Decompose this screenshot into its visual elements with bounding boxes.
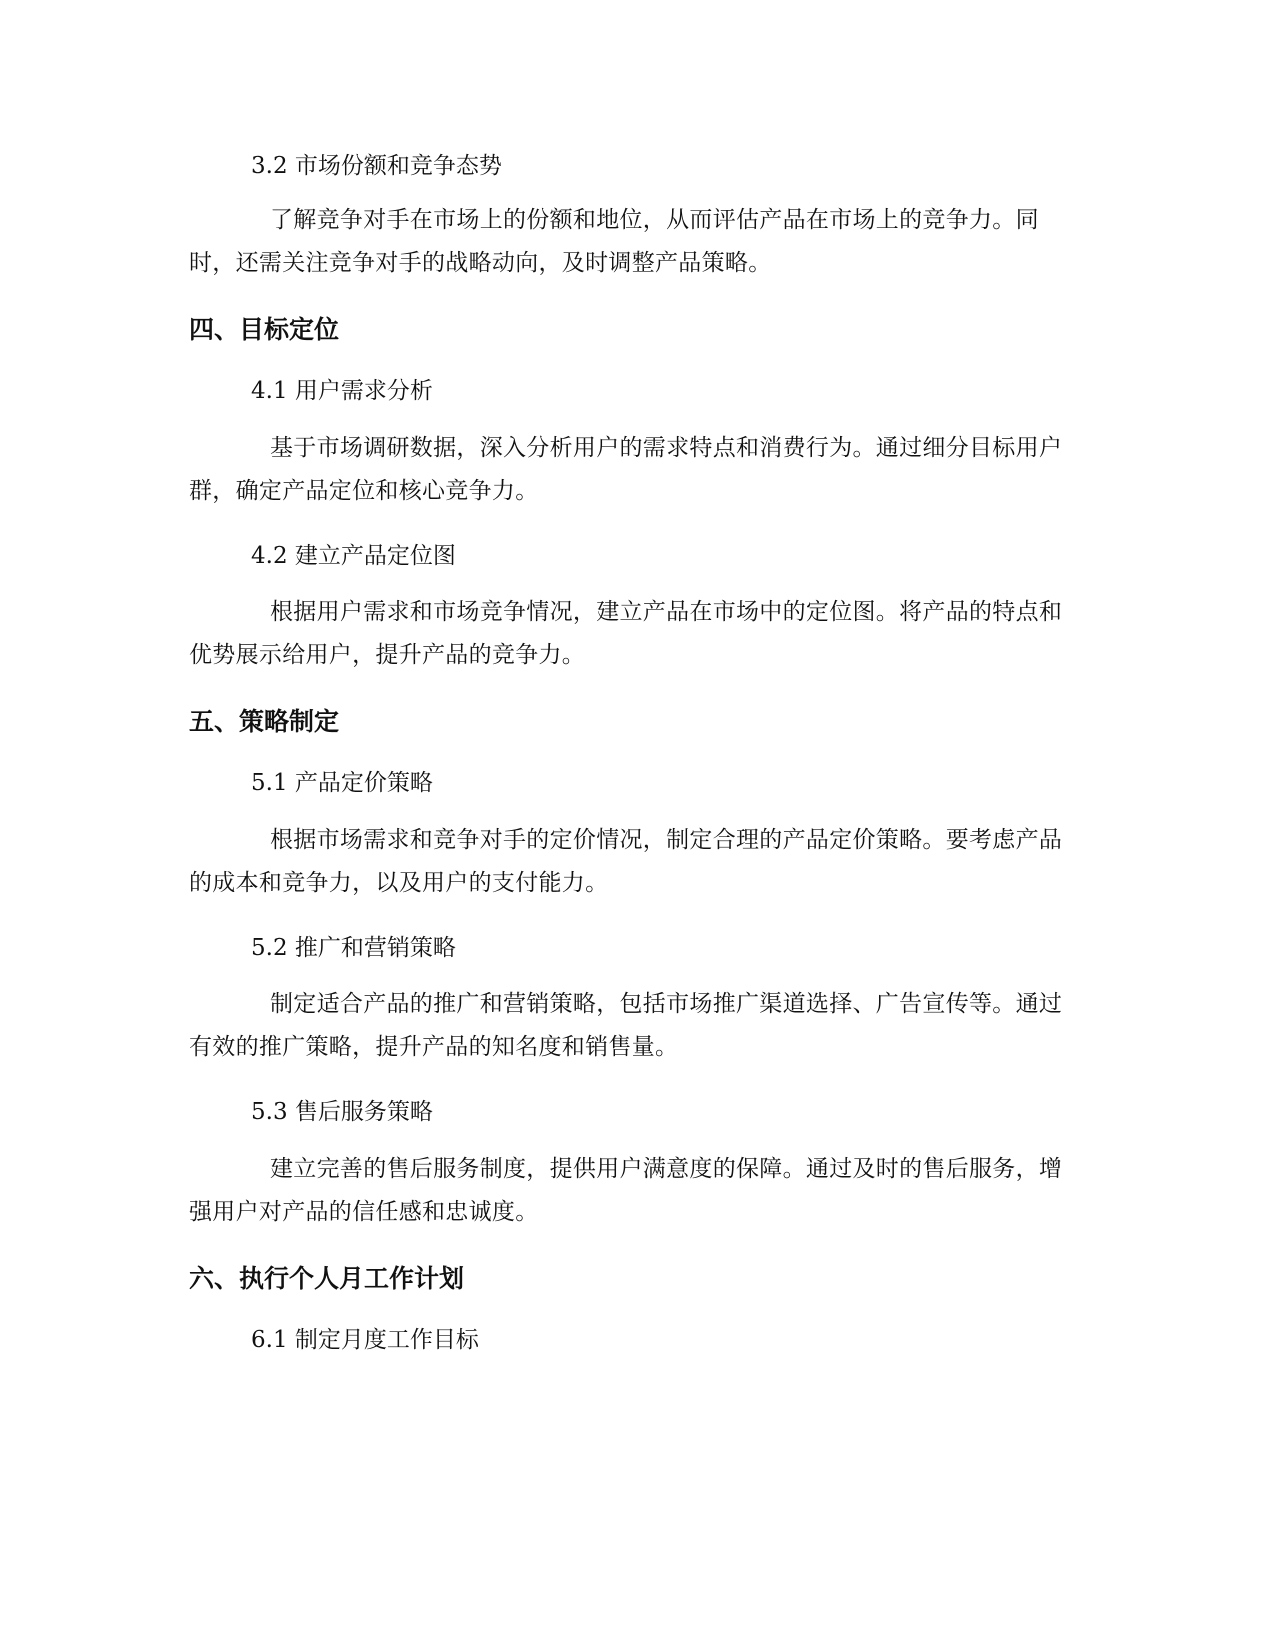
subsection-4-2-body: 根据用户需求和市场竞争情况，建立产品在市场中的定位图。将产品的特点和优势展示给用户，提升产品的竞争力。	[189, 599, 1063, 668]
subsection-5-3-title: 5.3 售后服务策略	[251, 1099, 433, 1125]
subsection-3-2-body: 了解竞争对手在市场上的份额和地位，从而评估产品在市场上的竞争力。同时，还需关注竞争对手的战略动向，及时调整产品策略。	[189, 207, 1039, 276]
subsection-4-2-title: 4.2 建立产品定位图	[251, 543, 456, 569]
subsection-3-2-title: 3.2 市场份额和竞争态势	[251, 153, 502, 179]
subsection-5-1-title: 5.1 产品定价策略	[251, 770, 433, 796]
subsection-4-1-title: 4.1 用户需求分析	[251, 378, 433, 404]
subsection-4-1-body: 基于市场调研数据，深入分析用户的需求特点和消费行为。通过细分目标用户群，确定产品定位和核心竞争力。	[189, 435, 1063, 504]
section-5-heading: 五、策略制定	[189, 707, 340, 736]
subsection-5-1-body: 根据市场需求和竞争对手的定价情况，制定合理的产品定价策略。要考虑产品的成本和竞争力，以及用户的支付能力。	[189, 827, 1063, 896]
section-6-heading: 六、执行个人月工作计划	[189, 1264, 465, 1293]
subsection-5-2-body: 制定适合产品的推广和营销策略，包括市场推广渠道选择、广告宣传等。通过有效的推广策略，提升产品的知名度和销售量。	[189, 991, 1063, 1060]
section-4-heading: 四、目标定位	[189, 315, 340, 344]
subsection-5-2-title: 5.2 推广和营销策略	[251, 935, 456, 961]
subsection-6-1-title: 6.1 制定月度工作目标	[251, 1327, 479, 1353]
subsection-5-3-body: 建立完善的售后服务制度，提供用户满意度的保障。通过及时的售后服务，增强用户对产品的信任感和忠诚度。	[189, 1156, 1063, 1225]
